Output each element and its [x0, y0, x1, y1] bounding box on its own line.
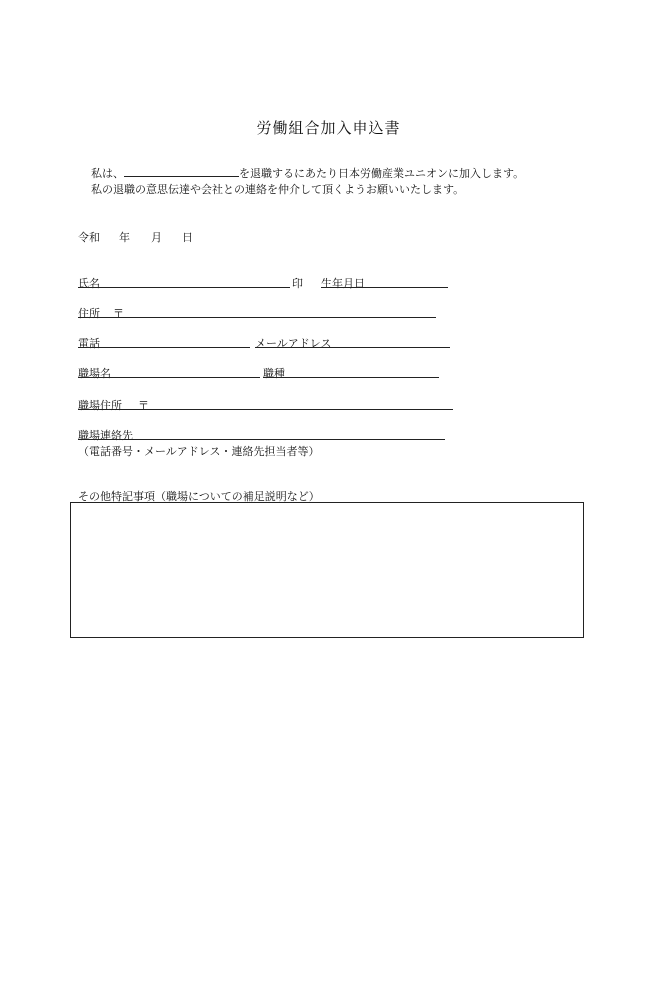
date-row [78, 229, 193, 245]
phone-field[interactable] [78, 347, 250, 348]
workplace-field[interactable] [78, 377, 260, 378]
workplace-contact-label: 職場連絡先 [78, 429, 133, 442]
date-year: 年 [119, 231, 130, 244]
intro-suffix: を退職するにあたり日本労働産業ユニオンに加入します。 [239, 167, 525, 180]
email-field[interactable] [255, 347, 450, 348]
email-label: メールアドレス [255, 337, 332, 350]
occupation-label: 職種 [263, 367, 285, 380]
birthdate-field[interactable] [321, 287, 448, 288]
workplace-contact-field[interactable] [78, 439, 445, 440]
occupation-field[interactable] [263, 377, 439, 378]
name-label: 氏名 [78, 277, 100, 290]
form-title: 労働組合加入申込書 [256, 119, 401, 137]
address-label: 住所 [78, 307, 100, 320]
notes-box[interactable] [70, 502, 584, 638]
date-era: 令和 [78, 231, 100, 244]
date-month: 月 [151, 231, 162, 244]
address-field[interactable] [78, 317, 436, 318]
workplace-address-field[interactable] [78, 409, 453, 410]
postal-mark: 〒 [113, 307, 124, 320]
birthdate-label: 生年月日 [321, 277, 365, 290]
workplace-label: 職場名 [78, 367, 111, 380]
workplace-contact-note: （電話番号・メールアドレス・連絡先担当者等） [78, 445, 320, 458]
intro-prefix: 私は、 [91, 167, 124, 180]
name-field[interactable] [78, 287, 290, 288]
phone-label: 電話 [78, 337, 100, 350]
company-name-blank[interactable] [124, 166, 239, 177]
workplace-postal-mark: 〒 [138, 399, 149, 412]
workplace-address-label: 職場住所 [78, 399, 122, 412]
notes-label: その他特記事項（職場についての補足説明など） [78, 490, 320, 503]
intro-line-2: 私の退職の意思伝達や会社との連絡を仲介して頂くようお願いいたします。 [91, 183, 465, 196]
seal-label: 印 [292, 277, 303, 290]
intro-line-1 [91, 166, 524, 182]
date-day: 日 [182, 231, 193, 244]
